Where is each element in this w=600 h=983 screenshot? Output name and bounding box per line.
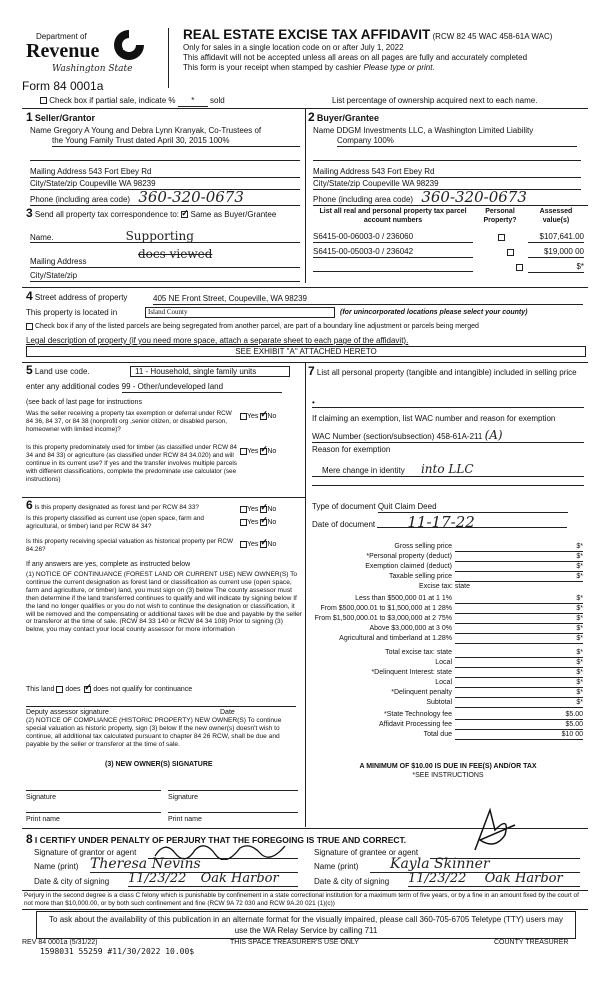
revenue-wordmark: Revenue xyxy=(26,40,100,62)
wac-label: WAC Number (section/subsection) xyxy=(312,432,435,441)
tax-row-label: Gross selling price xyxy=(394,543,452,550)
tax-row-label: Total excise tax: state xyxy=(385,649,452,656)
yes-label: Yes xyxy=(247,413,259,420)
state-label: Washington State xyxy=(52,64,133,74)
correspondence-label: Send all property tax correspondence to: xyxy=(34,210,180,219)
certify-statement: I CERTIFY UNDER PENALTY OF PERJURY THAT THE FOREGOING IS TRUE AND CORRECT. xyxy=(34,835,407,845)
seller-addr[interactable]: 543 Fort Ebey Rd xyxy=(88,167,152,176)
buyer-phone-label: Phone (including area code) xyxy=(313,195,414,204)
revenue-logo xyxy=(26,28,151,83)
does-not-qualify-checkbox[interactable] xyxy=(84,686,91,693)
minimum-due-note: A MINIMUM OF $10.00 IS DUE IN FEE(S) AND/OR TAX xyxy=(359,763,537,770)
tax-row-value[interactable]: $* xyxy=(455,688,583,698)
parcel-acct-3[interactable] xyxy=(313,262,473,272)
current-use-yes-checkbox[interactable] xyxy=(240,519,247,526)
parcel-acct-2[interactable]: S6415-00-05003-0 / 236042 xyxy=(313,247,473,258)
tax-row-value[interactable]: $10 00 xyxy=(455,730,583,740)
doc-type-value[interactable]: Quit Claim Deed xyxy=(378,502,568,513)
yes-label: Yes xyxy=(247,506,259,513)
segregated-label: Check box if any of the listed parcels are being segregated from another parcel, are part of a boundary line adjustment or parcels being merged xyxy=(34,323,479,330)
additional-codes-label: enter any additional codes xyxy=(26,382,120,391)
header-line-3: This form is your receipt when stamped by cashier xyxy=(183,63,362,72)
tax-row-value[interactable]: $* xyxy=(455,648,583,658)
no-label: No xyxy=(267,448,277,455)
parcels-header-assessed: Assessed value(s) xyxy=(539,208,573,224)
reason-handwritten: into LLC xyxy=(420,462,474,476)
forest-no-checkbox[interactable] xyxy=(260,506,267,513)
tax-row-label: Less than $500,000 01 at 1 1% xyxy=(355,595,452,602)
yes-label: Yes xyxy=(247,519,259,526)
located-note: (for unincorporated locations please select your county) xyxy=(340,309,528,316)
tax-row-label: *Delinquent penalty xyxy=(391,689,452,696)
section-2-num: 2 xyxy=(308,110,315,124)
buyer-city-label: City/State/zip xyxy=(313,179,361,188)
grantee-date-city-label: Date & city of signing xyxy=(314,877,390,886)
new-owner-signature-header: (3) NEW OWNER(S) SIGNATURE xyxy=(105,761,213,768)
exemption-no-checkbox[interactable] xyxy=(260,413,267,420)
personal-property-label: List all personal property (tangible and intangible) included in selling price xyxy=(316,368,577,377)
grantee-initials-signature xyxy=(455,805,525,855)
doc-date-value[interactable]: 11-17-22 xyxy=(377,517,567,528)
form-number: Form 84 0001a xyxy=(22,79,104,93)
deputy-date-label: Date xyxy=(220,709,235,716)
section-7-num: 7 xyxy=(308,364,315,378)
county-treasurer-label: COUNTY TREASURER xyxy=(494,939,569,946)
grantor-sign-city[interactable]: Oak Harbor xyxy=(200,871,279,886)
tax-row-value[interactable]: $* xyxy=(455,614,583,624)
section-4-num: 4 xyxy=(26,289,33,303)
dept-label: Department of xyxy=(36,32,87,41)
parcels-header-personal: Personal Property? xyxy=(483,208,517,224)
segregated-checkbox[interactable] xyxy=(26,323,33,330)
see-instructions-note: *SEE INSTRUCTIONS xyxy=(412,772,484,779)
tax-row-label: Affidavit Processing fee xyxy=(378,721,452,728)
section-6-num: 6 xyxy=(26,498,33,512)
header-line-1: Only for sales in a single location code on or after July 1, 2022 xyxy=(183,43,404,52)
perjury-text: Perjury in the second degree is a class C felony which is punishable by confinement in a state correctional institution for a maximum term of five years, or by a fine in an amount fixed by the court of not more than $10,000.00, or by both such confinement and fine (RCW 9A 72 030 and RCW 9A.20 021 (1)(c)) xyxy=(24,892,579,907)
owner-signature-label-1: Signature xyxy=(26,794,56,801)
corr-note-2[interactable]: docs viewed xyxy=(138,247,213,261)
cashier-stamp: 1598031 55259 #11/30/2022 10.00$ xyxy=(40,947,195,956)
section-1-num: 1 xyxy=(26,110,33,124)
corr-addr-label[interactable]: Mailing Address xyxy=(30,257,300,268)
seller-name-line1[interactable]: Gregory A Young and Debra Lynn Kranyak, Co-Trustees of xyxy=(53,126,262,135)
form-revision: REV 84 0001a (5/31/22) xyxy=(22,939,98,946)
tax-row-value[interactable]: $* xyxy=(455,594,583,604)
tax-row-label: Excise tax: state xyxy=(419,583,470,590)
seller-city[interactable]: Coupeville WA 98239 xyxy=(79,179,156,188)
tax-row-label: Local xyxy=(435,679,452,686)
property-address-label: Street address of property xyxy=(34,293,128,302)
forest-question: Is this property designated as forest land per RCW 84 33? xyxy=(34,504,199,511)
owner-print-name-label-1: Print name xyxy=(26,816,60,823)
buyer-name-label: Name xyxy=(313,126,335,135)
land-use-code-select[interactable]: 11 - Household, single family units xyxy=(130,366,290,377)
yes-label: Yes xyxy=(247,448,259,455)
seller-title: Seller/Grantor xyxy=(34,113,95,123)
tax-row-value[interactable]: $* xyxy=(455,634,583,644)
tax-row-label: Total due xyxy=(423,731,452,738)
seller-name-line2[interactable]: the Young Family Trust dated April 30, 2015 100% xyxy=(52,136,300,147)
see-back-note: (see back of last page for instructions xyxy=(26,399,142,406)
grantee-print-name[interactable]: Kayla Skinner xyxy=(370,856,580,873)
legal-description-label: Legal description of property (if you need more space, attach a separate sheet to each page of the affidavit). xyxy=(26,336,409,345)
tax-row-label: Exemption claimed (deduct) xyxy=(365,563,452,570)
alternate-format-notice: To ask about the availability of this publication in an alternate format for the visually impaired, please call 360-705-6705 Teletype (TTY) users may use the WA Relay Service by calling 711 xyxy=(36,911,576,939)
reason-label: Reason for exemption xyxy=(312,445,391,454)
located-county-select[interactable]: Island County xyxy=(145,307,335,318)
ownership-note: List percentage of ownership acquired next to each name. xyxy=(332,96,538,105)
tax-row-label: Agricultural and timberland at 1.28% xyxy=(339,635,452,642)
no-label: No xyxy=(267,519,277,526)
historic-yes-checkbox[interactable] xyxy=(240,541,247,548)
if-yes-note: If any answers are yes, complete as instructed below xyxy=(26,561,191,568)
seller-phone-label: Phone (including area code) xyxy=(30,195,131,204)
owner-print-name-label-2: Print name xyxy=(168,816,202,823)
located-in-label: This property is located in xyxy=(26,308,118,317)
notice-of-compliance: (2) NOTICE OF COMPLIANCE (HISTORIC PROPERTY) NEW OWNER(S) To continue special valuation as historic property, sign (3) below If the new owner(s) doesn't wish to continue, all additional tax calculated pursuant to chapter 84 26 RCW, shall be due and payable by the seller or transferor at the time of sale. xyxy=(26,717,282,748)
forest-yes-checkbox[interactable] xyxy=(240,506,247,513)
tax-row-value[interactable]: $* xyxy=(455,572,583,582)
does-qualify-checkbox[interactable] xyxy=(56,686,63,693)
tax-row-label: From $1,500,000.01 to $3,000,000 at 2 75% xyxy=(314,615,452,622)
seller-name-label: Name xyxy=(30,126,52,135)
owner-signature-label-2: Signature xyxy=(168,794,198,801)
buyer-addr[interactable]: 543 Fort Ebey Rd xyxy=(371,167,435,176)
partial-sale-value[interactable]: * xyxy=(178,96,208,107)
wac-value[interactable]: 458-61A-211 xyxy=(436,432,483,441)
same-as-buyer-checkbox[interactable] xyxy=(181,211,188,218)
partial-sale-sold: sold xyxy=(210,96,225,105)
section-5-num: 5 xyxy=(26,363,33,377)
property-address[interactable]: 405 NE Front Street, Coupeville, WA 98239 xyxy=(153,294,583,305)
grantee-sign-date[interactable]: 11/23/22 xyxy=(408,871,467,886)
personal-property-checkbox-3[interactable] xyxy=(516,264,523,271)
buyer-phone[interactable]: 360-320-0673 xyxy=(421,188,527,206)
section-3-num: 3 xyxy=(26,206,33,220)
parcel-value-2[interactable]: $19,000 00 xyxy=(528,247,584,258)
grantor-signature-label: Signature of grantor or agent xyxy=(34,848,137,857)
tax-row-value[interactable]: $* xyxy=(455,624,583,634)
header-line-2: This affidavit will not be accepted unless all areas on all pages are fully and accurately completed xyxy=(183,53,528,62)
yes-label: Yes xyxy=(247,541,259,548)
corr-name-label: Name. xyxy=(30,233,54,242)
grantor-print-label: Name (print) xyxy=(34,862,79,871)
no-label: No xyxy=(267,541,277,548)
tax-row-value[interactable]: $* xyxy=(455,542,583,552)
buyer-addr-label: Mailing Address xyxy=(313,167,370,176)
tax-row-label: Subtotal xyxy=(426,699,452,706)
buyer-name-line2[interactable]: Company 100% xyxy=(337,136,577,147)
tax-row-value[interactable]: $5.00 xyxy=(455,710,583,720)
wac-handwritten: (A) xyxy=(484,428,503,442)
this-land-label: This land xyxy=(26,686,55,693)
form-title: REAL ESTATE EXCISE TAX AFFIDAVIT xyxy=(183,27,431,42)
perjury-notice xyxy=(22,890,588,910)
tax-row-label: Local xyxy=(435,659,452,666)
tax-row-label: Above $3,000,000 at 3 0% xyxy=(369,625,452,632)
doc-type-label: Type of document xyxy=(312,502,376,511)
notice-of-continuance: (1) NOTICE OF CONTINUANCE (FOREST LAND OR CURRENT USE) NEW OWNER(S) To continue the current designation as forest land or classification as current use (open space, farm and agriculture, or timber) land, you must sign on (3) below The county assessor must then determine if the land transferred continues to qualify and will indicate by signing below If the land no longer qualifies or you do not wish to continue the designation or classification, it will be removed and the compensating or additional taxes will be due and payable by the seller or transferor at the time of sale. (RCW 84 33 140 or RCW 84 34 108) Prior to signing (3) below, you may contact your local county assessor for more information xyxy=(26,571,303,634)
section-8-num: 8 xyxy=(26,832,33,846)
form-title-ref: (RCW 82 45 WAC 458-61A WAC) xyxy=(432,32,553,41)
seller-phone[interactable]: 360-320-0673 xyxy=(138,188,244,206)
parcel-value-3[interactable]: $* xyxy=(528,262,584,273)
buyer-title: Buyer/Grantee xyxy=(316,113,379,123)
timber-no-checkbox[interactable] xyxy=(260,448,267,455)
timber-yes-checkbox[interactable] xyxy=(240,448,247,455)
doc-date-label: Date of document xyxy=(312,520,376,529)
personal-property-checkbox-2[interactable] xyxy=(507,249,514,256)
partial-sale-label: Check box if partial sale, indicate % xyxy=(49,96,176,105)
tax-row-label: *Delinquent Interest: state xyxy=(371,669,452,676)
grantor-sign-date[interactable]: 11/23/22 xyxy=(128,871,187,886)
does-label: does xyxy=(65,686,81,693)
exemption-yes-checkbox[interactable] xyxy=(240,413,247,420)
tax-row-label: *State Technology fee xyxy=(384,711,452,718)
grantee-signature-label: Signature of grantee or agent xyxy=(314,848,419,857)
no-label: No xyxy=(267,506,277,513)
tax-row-value[interactable]: $* xyxy=(455,668,583,678)
reason-value[interactable]: Mere change in identity xyxy=(322,466,405,475)
additional-codes-value[interactable]: 99 - Other/undeveloped land xyxy=(122,382,282,393)
tax-row-label: Taxable selling price xyxy=(388,573,452,580)
timber-question: Is this property predominately used for timber (as classified under RCW 84 34 and 84 33) or agriculture (as classified under RCW 84 34.020) and will continue in its current use? If yes and the transfer involves multiple parcels with different classifications, complete the predominate use calculator (see instructions) xyxy=(26,444,237,483)
current-use-question: Is this property classified as current use (open space, farm and agricultural, or timber) land per RCW 84 34? xyxy=(26,515,204,530)
same-as-buyer-label: Same as Buyer/Grantee xyxy=(190,210,277,219)
parcels-header-accounts: List all real and personal property tax parcel account numbers xyxy=(319,208,467,224)
exemption-label: If claiming an exemption, list WAC number and reason for exemption xyxy=(312,414,556,423)
parcel-value-1[interactable]: $107,641.00 xyxy=(528,232,584,243)
buyer-city[interactable]: Coupeville WA 98239 xyxy=(362,179,439,188)
no-label: No xyxy=(267,413,277,420)
parcel-acct-1[interactable]: S6415-00-06003-0 / 236060 xyxy=(313,232,473,243)
legal-description[interactable]: SEE EXHIBIT "A" ATTACHED HERETO xyxy=(26,346,586,357)
tax-row-value[interactable]: $5.00 xyxy=(455,720,583,730)
tax-row-value[interactable]: $* xyxy=(455,698,583,708)
corr-note-1[interactable]: Supporting xyxy=(125,229,194,243)
grantor-print-name[interactable]: Theresa Nevins xyxy=(90,856,298,873)
does-not-label: does not qualify for continuance xyxy=(93,686,193,693)
tax-row-value[interactable]: $* xyxy=(455,678,583,688)
grantee-sign-city[interactable]: Oak Harbor xyxy=(484,871,563,886)
seller-addr-label: Mailing Address xyxy=(30,167,87,176)
tax-row-label: *Personal property (deduct) xyxy=(366,553,452,560)
grantor-date-city-label: Date & city of signing xyxy=(34,877,110,886)
historic-no-checkbox[interactable] xyxy=(260,541,267,548)
land-use-label: Land use code. xyxy=(34,367,90,376)
tax-row-label: From $500,000.01 to $1,500,000 at 1 28% xyxy=(320,605,452,612)
deputy-signature-label: Deputy assessor signature xyxy=(26,709,109,716)
buyer-name-line1[interactable]: DDGM Investments LLC, a Washington Limited Liability xyxy=(336,126,534,135)
tax-row-value[interactable]: $* xyxy=(455,658,583,668)
partial-sale-checkbox[interactable] xyxy=(40,97,47,104)
personal-property-checkbox-1[interactable] xyxy=(498,234,505,241)
grantee-print-label: Name (print) xyxy=(314,862,359,871)
tax-row-value[interactable]: $* xyxy=(455,604,583,614)
corr-city-label[interactable]: City/State/zip xyxy=(30,271,300,282)
revenue-swirl-icon xyxy=(112,28,146,62)
header-line-3b: Please type or print. xyxy=(363,63,435,72)
historic-question: Is this property receiving special valuation as historical property per RCW 84.26? xyxy=(26,538,234,553)
exemption-question: Was the seller receiving a property tax exemption or deferral under RCW 84 36, 84 37, or 84 38 (nonprofit org ,senior citizen, or disabled person, homeowner with limited income)? xyxy=(26,410,232,433)
tax-row-value[interactable]: $* xyxy=(455,562,583,572)
treasurer-space-label: THIS SPACE TREASURER'S USE ONLY xyxy=(230,939,359,946)
seller-city-label: City/State/zip xyxy=(30,179,78,188)
current-use-no-checkbox[interactable] xyxy=(260,519,267,526)
tax-row-value[interactable]: $* xyxy=(455,552,583,562)
